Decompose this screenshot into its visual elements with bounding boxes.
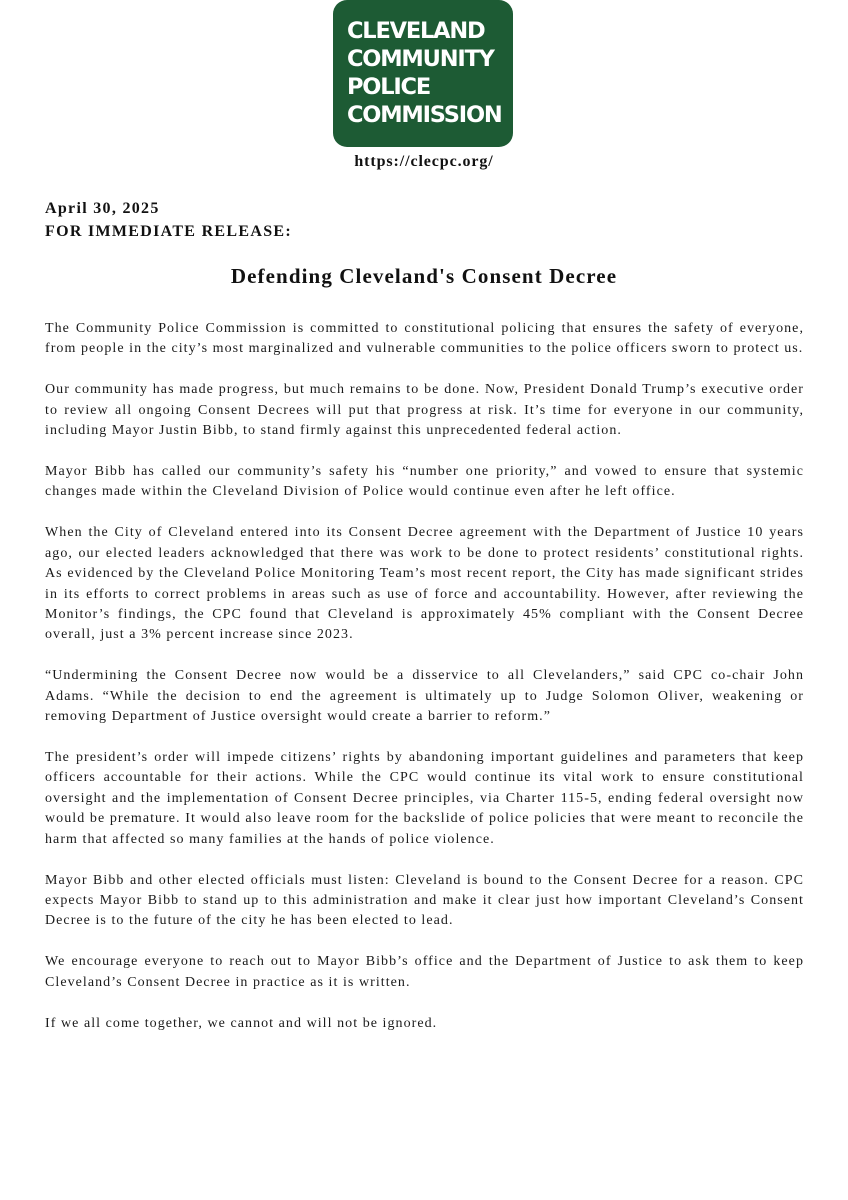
release-label: FOR IMMEDIATE RELEASE: — [45, 223, 292, 240]
headline: Defending Cleveland's Consent Decree — [230, 264, 618, 288]
logo-line-3: POLICE — [347, 74, 431, 100]
body-paragraph-4: When the City of Cleveland entered into its Consent Decree agreement with the Department of Justice 10 years ago, our elected leaders acknowledged that there was work to be done to protect residents’ constitutional rights. As evidenced by the Cleveland Police Monitoring Team’s most recent report, the City has made significant strides in its efforts to correct problems in areas such as use of force and accountability. However, after reviewing the Monitor’s findings, the CPC found that Cleveland is approximately 45% compliant with the Consent Decree overall, just a 3% percent increase since 2023. — [45, 525, 804, 643]
body-paragraph-2: Our community has made progress, but much remains to be done. Now, President Donald Trump’s executive order to review all ongoing Consent Decrees will put that progress at risk. It’s time for everyone in our community, including Mayor Justin Bibb, to stand firmly against this unprecedented federal action. — [45, 382, 804, 439]
body-paragraph-8: We encourage everyone to reach out to Mayor Bibb’s office and the Department of Justice to ask them to keep Cleveland’s Consent Decree in practice as it is written. — [45, 954, 804, 990]
release-body — [45, 319, 804, 1054]
body-paragraph-3: Mayor Bibb has called our community’s safety his “number one priority,” and vowed to ensure that systemic changes made within the Cleveland Division of Police would continue even after he left office. — [45, 464, 804, 500]
body-paragraph-5: “Undermining the Consent Decree now would be a disservice to all Clevelanders,” said CPC co-chair John Adams. “While the decision to end the agreement is ultimately up to Judge Solomon Oliver, weakening or removing Department of Justice oversight would create a barrier to reform.” — [45, 668, 804, 725]
body-paragraph-7: Mayor Bibb and other elected officials must listen: Cleveland is bound to the Consent Decree for a reason. CPC expects Mayor Bibb to stand up to this administration and make it clear just how important Cleveland’s Consent Decree is to the future of the city he has been elected to lead. — [45, 872, 804, 929]
logo-line-1: CLEVELAND — [347, 18, 485, 44]
body-paragraph-6: The president’s order will impede citizens’ rights by abandoning important guidelines and parameters that keep officers accountable for their actions. While the CPC would continue its vital work to ensure constitutional oversight and the implementation of Consent Decree principles, via Charter 115-5, ending federal oversight now would be premature. It would also leave room for the backslide of police policies that were meant to reconcile the harm that affected so many families at the hands of police violence. — [45, 750, 804, 847]
release-meta — [45, 197, 292, 243]
release-date: April 30, 2025 — [45, 200, 160, 217]
cpc-logo — [333, 0, 513, 147]
body-paragraph-1: The Community Police Commission is committed to constitutional policing that ensures the safety of everyone, from people in the city’s most marginalized and vulnerable communities to the police officers sworn to protect us. — [45, 321, 804, 357]
logo-line-4: COMMISSION — [347, 102, 502, 128]
logo-line-2: COMMUNITY — [347, 46, 494, 72]
website-link[interactable]: https://clecpc.org/ — [354, 153, 494, 170]
body-paragraph-9: If we all come together, we cannot and will not be ignored. — [45, 1015, 438, 1031]
